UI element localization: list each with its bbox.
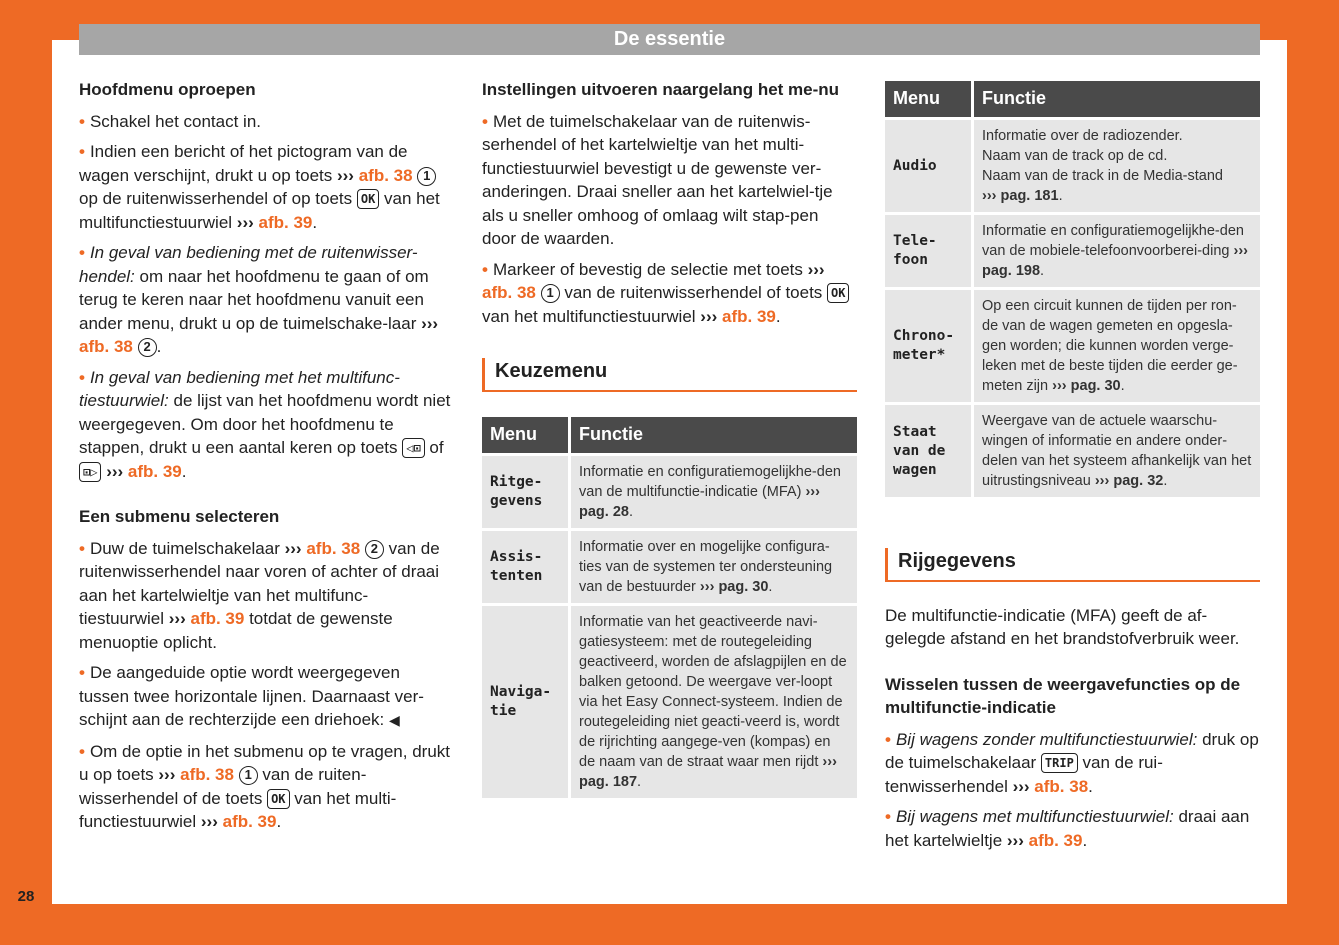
figure-link[interactable]: afb. 38 (306, 538, 361, 558)
bullet: • Met de tuimelschakelaar van de ruitenwis-serhendel of het kartelwieltje van het multi-functiestuurwiel bevestigt u de gewenste ver-anderingen. Draai sneller aan het kartelwiel-tje als u sneller omhoog of omlaag wilt stap-pen door de waarden. (482, 111, 833, 248)
figure-link[interactable]: afb. 39 (127, 461, 182, 481)
ok-key-icon: OK (357, 189, 379, 209)
ok-key-icon: OK (267, 789, 289, 809)
page-number: 28 (17, 888, 35, 905)
menu-cell: Staat van de wagen (885, 405, 971, 497)
page-link[interactable]: pag. 198 (982, 263, 1041, 279)
triangle-left-icon: ◀ (388, 712, 400, 728)
page-link[interactable]: pag. 30 (1070, 378, 1121, 394)
table-row (482, 456, 857, 528)
callout-number: 1 (417, 167, 436, 186)
heading-wisselen: Wisselen tussen de weergavefuncties op de multifunctie-indicatie (885, 674, 1241, 717)
bullet: • Schakel het contact in. (79, 111, 261, 131)
table-row (482, 606, 857, 798)
menu-cell: Chrono- meter* (885, 290, 971, 402)
bullet: • In geval van bediening met het multifunc-tiestuurwiel: de lijst van het hoofdmenu wordt niet weergegeven. Om door het hoofdmenu te stappen, drukt u een aantal keren op toets ◁⊡ of ⊡▷ ››› afb. 39. (79, 367, 451, 481)
figure-link[interactable]: afb. 38 (482, 283, 536, 302)
callout-number: 1 (239, 766, 258, 785)
page-header: De essentie (79, 24, 1260, 55)
figure-link[interactable]: afb. 38 (79, 337, 133, 356)
page-link[interactable]: pag. 181 (1000, 188, 1059, 204)
menu-cell: Naviga- tie (482, 606, 568, 798)
figure-link[interactable]: afb. 38 (358, 165, 413, 185)
menu-table-continued (882, 78, 1263, 500)
figure-link[interactable]: afb. 38 (1034, 776, 1089, 796)
table-header: Menu (885, 81, 971, 117)
bullet: • Duw de tuimelschakelaar ››› afb. 38 2 van de ruitenwisserhendel naar voren of achter of draai aan het kartelwieltje van het multifunc-tiestuurwiel ››› afb. 39 totdat de gewenste menuoptie oplicht. (79, 538, 440, 652)
page-link[interactable]: pag. 32 (1113, 473, 1164, 489)
figure-link[interactable]: afb. 39 (1028, 830, 1083, 850)
menu-cell: Tele- foon (885, 215, 971, 287)
keuzemenu-table (479, 414, 860, 801)
page-link[interactable]: pag. 187 (579, 773, 638, 790)
function-cell: Informatie over de radiozender. Naam van de track op de cd. Naam van de track in de Media-stand ››› pag. 181. (974, 120, 1260, 212)
bullet: • Bij wagens zonder multifunctiestuurwiel: druk op de tuimelschakelaar TRIP van de rui-tenwisserhendel ››› afb. 38. (885, 729, 1259, 796)
column-3 (885, 78, 1260, 859)
callout-number: 1 (541, 284, 560, 303)
function-cell: Op een circuit kunnen de tijden per ron-de van de wagen gemeten en opgesla-gen worden; die kunnen worden verge-leken met de beste tijden die eerder ge-meten zijn ››› pag. 30. (974, 290, 1260, 402)
heading-submenu: Een submenu selecteren (79, 507, 280, 526)
trip-key-icon: TRIP (1041, 753, 1078, 773)
table-header: Menu (482, 417, 568, 453)
table-row (482, 531, 857, 603)
bullet: • Om de optie in het submenu op te vragen, drukt u op toets ››› afb. 38 1 van de ruiten-wisserhendel of de toets OK van het multi-functiestuurwiel ››› afb. 39. (79, 741, 450, 831)
section-keuzemenu: Keuzemenu (482, 358, 857, 392)
function-cell: Informatie en configuratiemogelijkhe-den van de multifunctie-indicatie (MFA) ››› pag. 28. (571, 456, 857, 528)
bullet: • Bij wagens met multifunctiestuurwiel: draai aan het kartelwieltje ››› afb. 39. (885, 807, 1250, 850)
callout-number: 2 (365, 540, 384, 559)
figure-link[interactable]: afb. 38 (180, 765, 234, 784)
bullet: • Markeer of bevestig de selectie met toets ››› afb. 38 1 van de ruitenwisserhendel of toets OK van het multifunctiestuurwiel ››› afb. 39. (482, 258, 857, 329)
figure-link[interactable]: afb. 39 (258, 212, 313, 232)
page-link[interactable]: pag. 28 (579, 503, 629, 520)
right-key-icon: ⊡▷ (79, 462, 101, 482)
table-row (885, 120, 1260, 212)
page-link[interactable]: pag. 30 (718, 578, 769, 595)
menu-cell: Audio (885, 120, 971, 212)
figure-link[interactable]: afb. 39 (722, 306, 776, 326)
table-header: Functie (974, 81, 1260, 117)
heading-instellingen: Instellingen uitvoeren naargelang het me-nu (482, 80, 840, 99)
menu-cell: Assis- tenten (482, 531, 568, 603)
bullet: • De aangeduide optie wordt weergegeven tussen twee horizontale lijnen. Daarnaast ver-schijnt aan de rechterzijde een driehoek: ◀ (79, 663, 424, 729)
column-2 (482, 78, 857, 801)
figure-link[interactable]: afb. 39 (190, 609, 245, 628)
callout-number: 2 (138, 338, 157, 357)
heading-hoofdmenu: Hoofdmenu oproepen (79, 80, 256, 99)
menu-cell: Ritge- gevens (482, 456, 568, 528)
function-cell: Informatie van het geactiveerde navi-gatiesysteem: met de routegeleiding geactiveerd, worden de afslagpijlen en de balken getoond. De weergave ver-loopt via het Easy Connect-systeem. Indien de routegeleiding niet geacti-veerd is, wordt de rijrichting aangege-ven (kompas) en de naam van de straat waar men rijdt ››› pag. 187. (571, 606, 857, 798)
bullet: • Indien een bericht of het pictogram van de wagen verschijnt, drukt u op toets ››› afb. 38 1 op de ruitenwisserhendel of op toets OK van het multifunctiestuurwiel ››› afb. 39. (79, 142, 440, 232)
table-row (885, 290, 1260, 402)
column-1 (79, 78, 453, 841)
function-cell: Informatie en configuratiemogelijkhe-den van de mobiele-telefoonvoorberei-ding ››› pag. 198. (974, 215, 1260, 287)
function-cell: Informatie over en mogelijke configura-ties van de systemen ter ondersteuning van de bestuurder ››› pag. 30. (571, 531, 857, 603)
left-key-icon: ◁⊡ (402, 438, 424, 458)
table-header: Functie (571, 417, 857, 453)
table-row (885, 215, 1260, 287)
section-rijgegevens: Rijgegevens (885, 548, 1260, 582)
function-cell: Weergave van de actuele waarschu-wingen of informatie en andere onder-delen van het systeem afhankelijk van het uitrustingsniveau ››› pag. 32. (974, 405, 1260, 497)
figure-link[interactable]: afb. 39 (222, 812, 277, 831)
ok-key-icon: OK (827, 283, 849, 303)
table-row (885, 405, 1260, 497)
bullet: • In geval van bediening met de ruitenwisser-hendel: om naar het hoofdmenu te gaan of om terug te keren naar het hoofdmenu vanuit een ander menu, drukt u op de tuimelschake-laar ››› afb. 38 2 . (79, 243, 439, 356)
intro-text: De multifunctie-indicatie (MFA) geeft de af-gelegde afstand en het brandstofverbruik weer. (885, 605, 1240, 648)
